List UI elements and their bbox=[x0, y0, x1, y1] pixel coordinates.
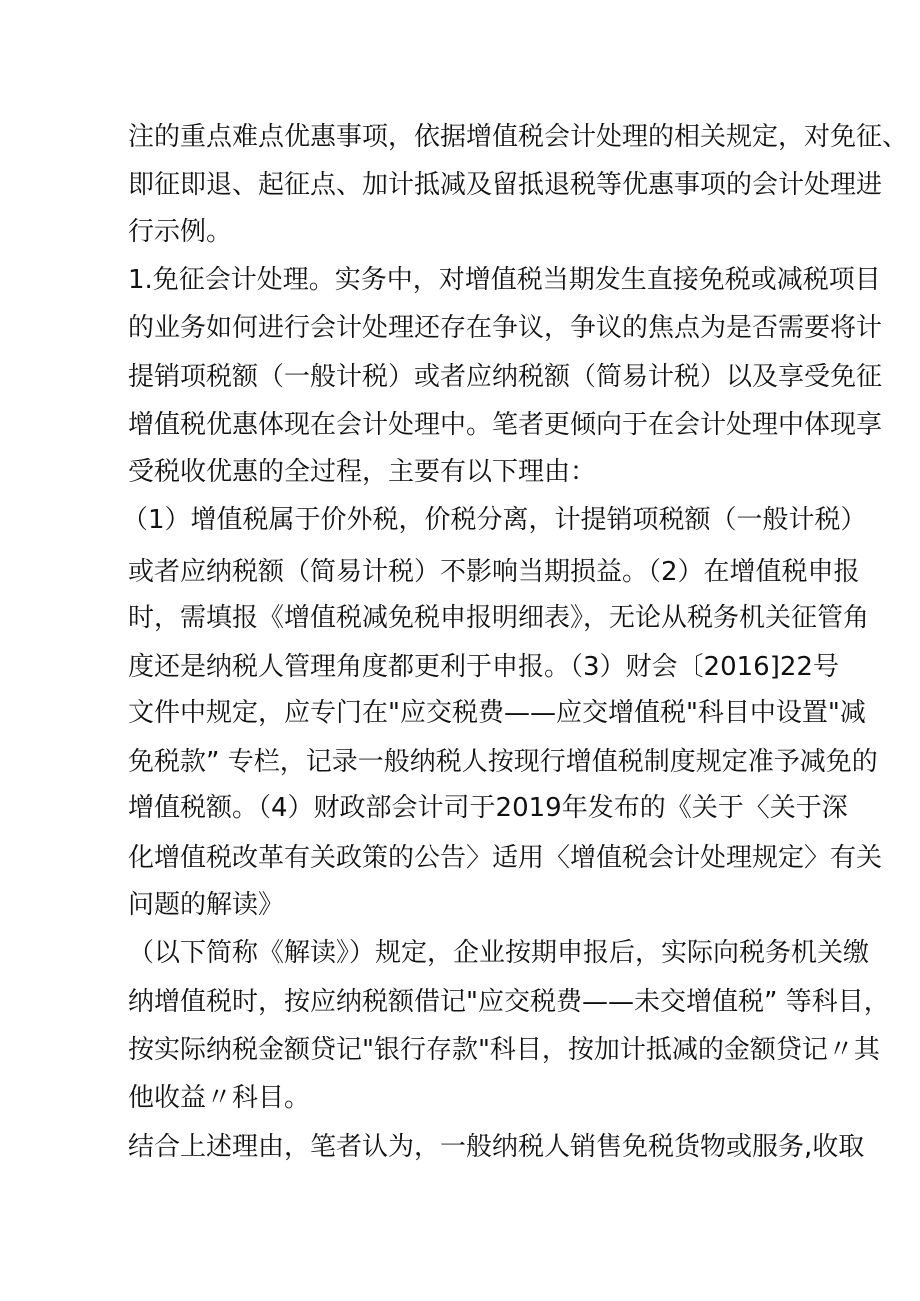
text-line: 按实际纳税金额贷记"银行存款"科目，按加计抵减的金额贷记〃其 bbox=[128, 1035, 880, 1065]
text-line: 文件中规定，应专门在"应交税费——应交增值税"科目中设置"减 bbox=[128, 698, 866, 728]
text-line: 免税款” 专栏，记录一般纳税人按现行增值税制度规定准予减免的 bbox=[128, 747, 878, 777]
text-line: 提销项税额（一般计税）或者应纳税额（简易计税）以及享受免征 bbox=[128, 362, 883, 392]
text-line: 注的重点难点优惠事项，依据增值税会计处理的相关规定，对免征、 bbox=[128, 122, 909, 152]
text-line: 时，需填报《增值税减免税申报明细表》，无论从税务机关征管角 bbox=[128, 603, 870, 633]
text-line: 结合上述理由，笔者认为，一般纳税人销售免税货物或服务,收取 bbox=[128, 1132, 865, 1162]
text-line: 纳增值税时，按应纳税额借记"应交税费——未交增值税” 等科目， bbox=[128, 987, 890, 1017]
text-line: 的业务如何进行会计处理还存在争议，争议的焦点为是否需要将计 bbox=[128, 313, 883, 343]
text-line: 受税收优惠的全过程，主要有以下理由： bbox=[128, 457, 597, 487]
text-line: 增值税额。（4）财政部会计司于2019年发布的《关于〈关于深 bbox=[128, 793, 848, 823]
text-line: （以下简称《解读》）规定，企业按期申报后，实际向税务机关缴 bbox=[128, 938, 870, 968]
text-line: 或者应纳税额（简易计税）不影响当期损益。（2）在增值税申报 bbox=[128, 557, 860, 587]
text-line: 度还是纳税人管理角度都更利于申报。（3）财会〔2016]22号 bbox=[128, 652, 839, 682]
text-line: 即征即退、起征点、加计抵减及留抵退税等优惠事项的会计处理进 bbox=[128, 170, 883, 200]
text-line: 问题的解读》 bbox=[128, 890, 285, 920]
text-line: （1）增值税属于价外税，价税分离，计提销项税额（一般计税） bbox=[122, 505, 867, 535]
text-line: 化增值税改革有关政策的公告〉适用〈增值税会计处理规定〉有关 bbox=[128, 843, 883, 873]
text-line: 1.免征会计处理。实务中，对增值税当期发生直接免税或减税项目 bbox=[128, 265, 881, 295]
text-line: 他收益〃科目。 bbox=[128, 1083, 311, 1113]
text-line: 行示例。 bbox=[128, 217, 233, 247]
text-line: 增值税优惠体现在会计处理中。笔者更倾向于在会计处理中体现享 bbox=[128, 410, 883, 440]
